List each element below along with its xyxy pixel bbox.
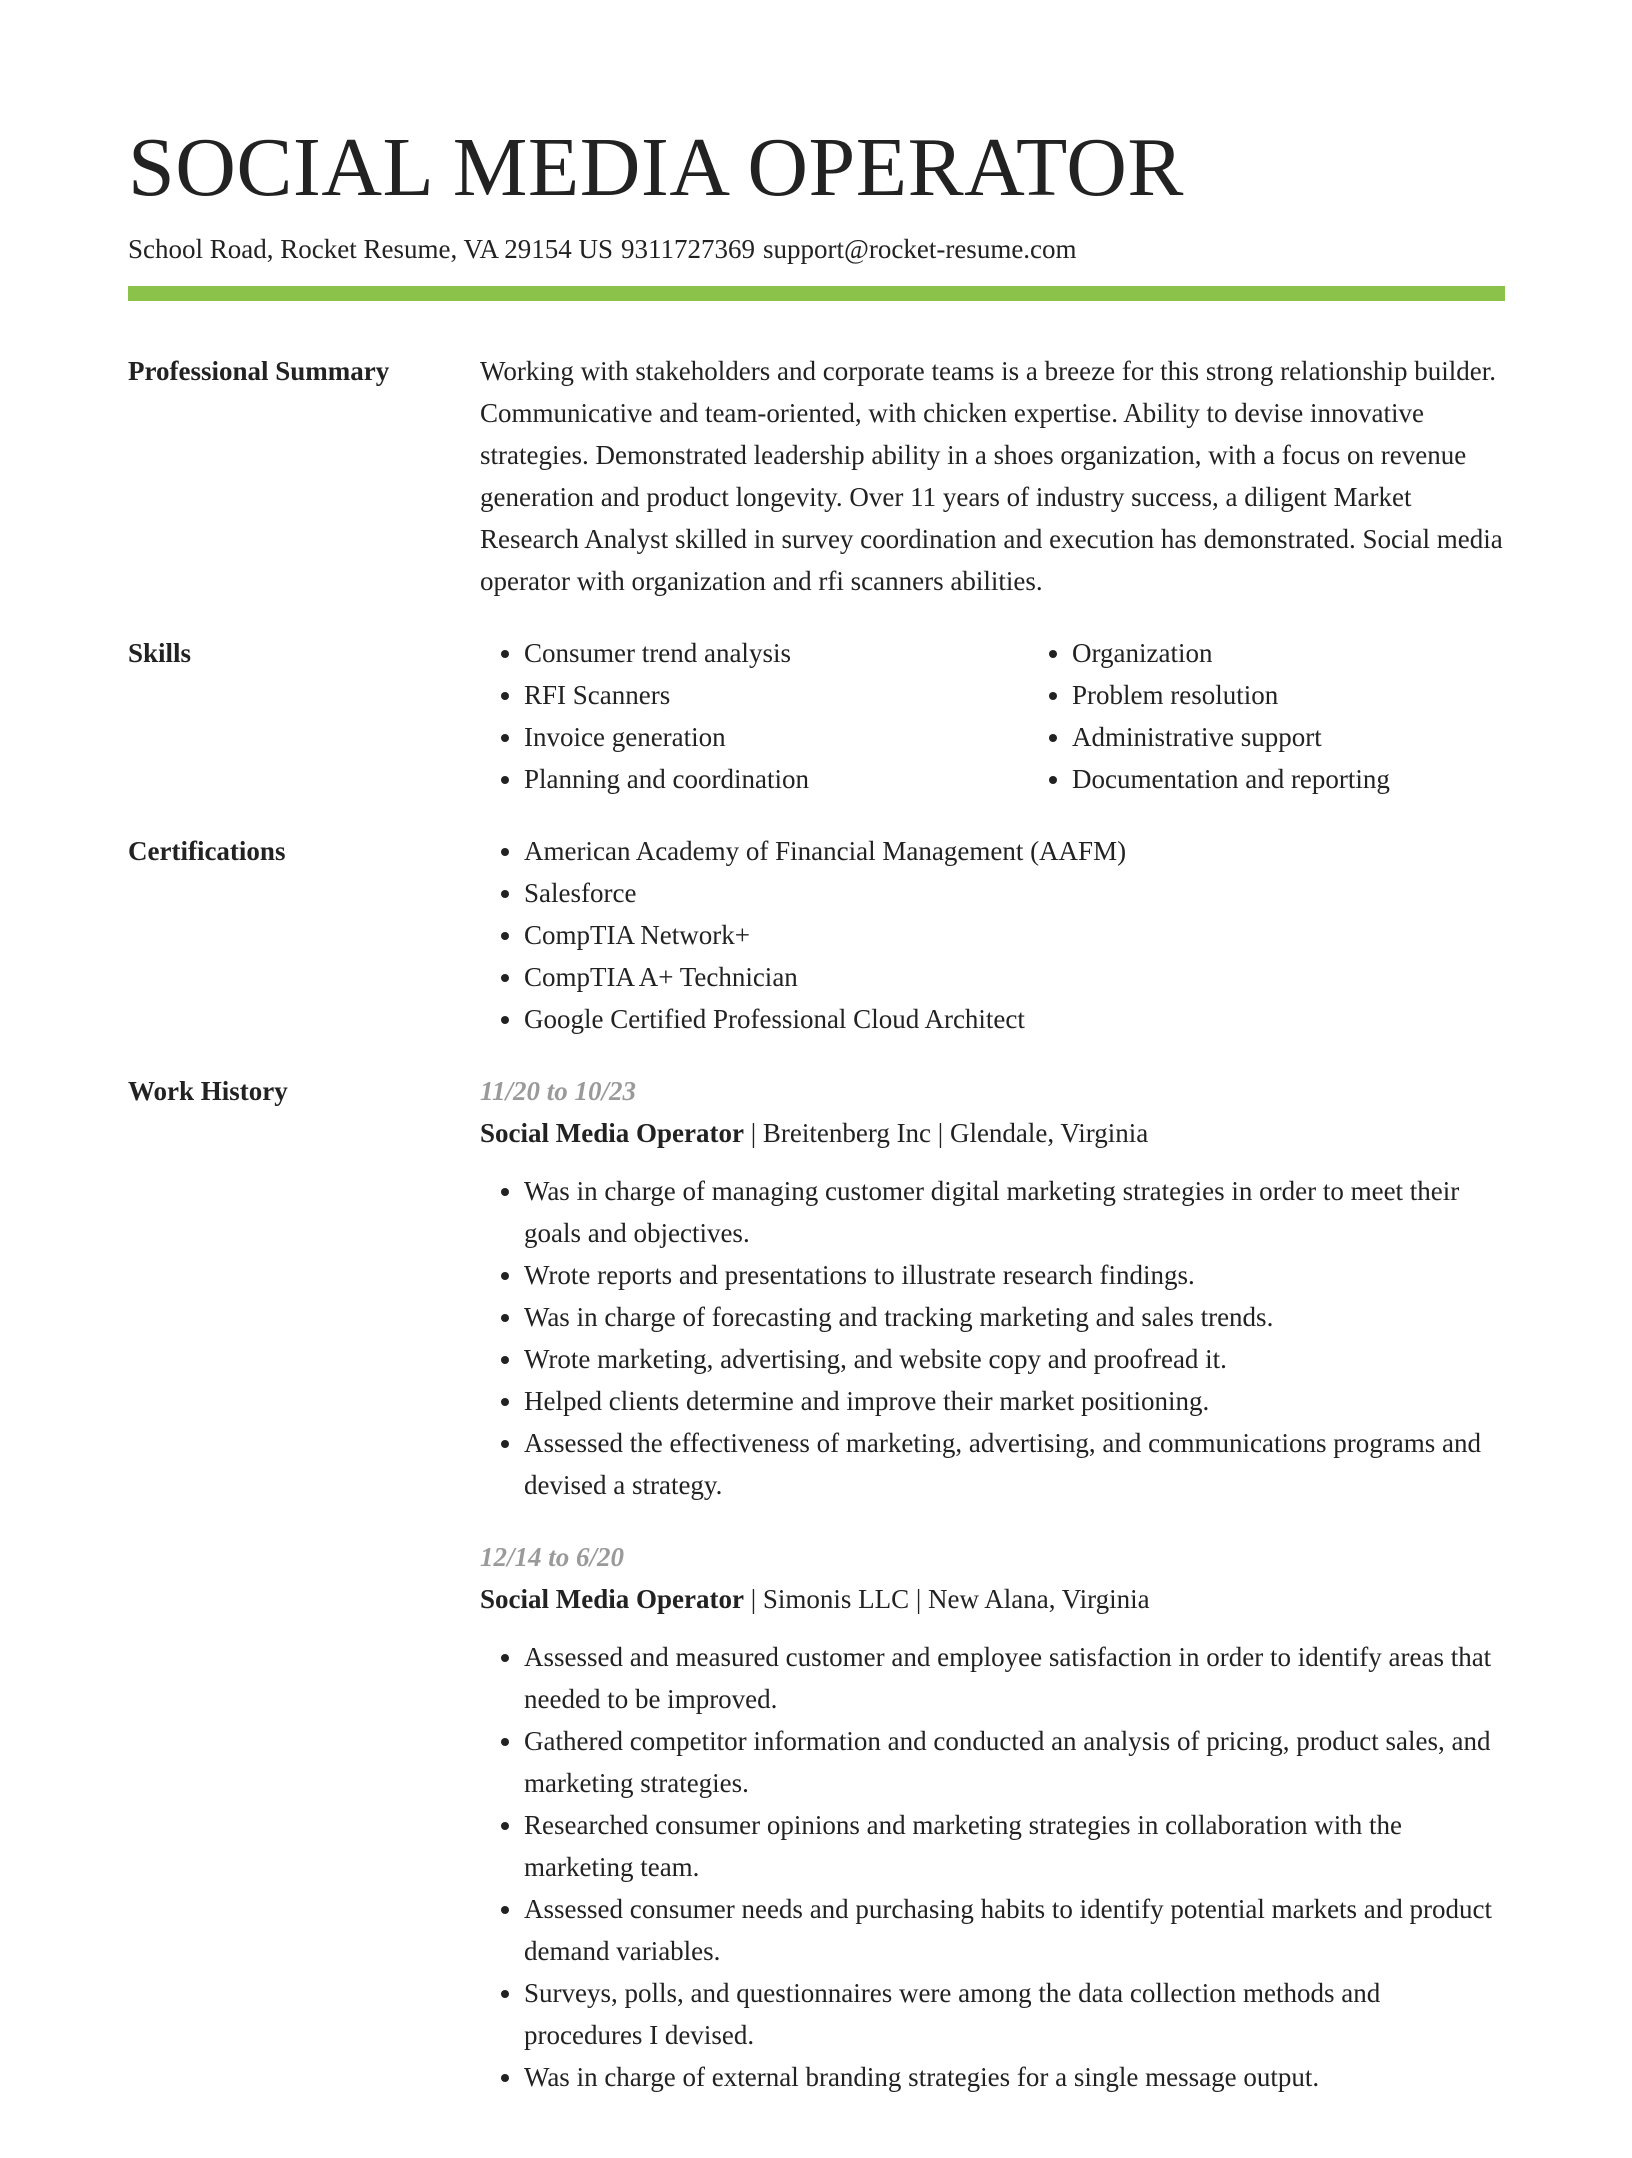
summary-section — [128, 350, 1505, 602]
job-bullet: • Surveys, polls, and questionnaires were among the data collection methods and procedures I devised. — [524, 1972, 1505, 2056]
job-bullet: • Researched consumer opinions and marketing strategies in collaboration with the marketing team. — [524, 1804, 1505, 1888]
accent-divider — [128, 286, 1505, 301]
job-bullet: • Was in charge of external branding strategies for a single message output. — [524, 2056, 1505, 2098]
skills-list — [480, 632, 1576, 800]
job-title: Social Media Operator — [480, 1584, 744, 1614]
job-bullet: • Wrote reports and presentations to illustrate research findings. — [524, 1254, 1505, 1296]
skill-item: • Planning and coordination — [524, 758, 1028, 800]
job-heading — [480, 1578, 1505, 1620]
job-bullet: • Assessed and measured customer and employee satisfaction in order to identify areas that needed to be improved. — [524, 1636, 1505, 1720]
certifications-section — [128, 830, 1505, 1040]
resume-title: SOCIAL MEDIA OPERATOR — [128, 121, 1184, 214]
certification-item: • CompTIA A+ Technician — [524, 956, 1505, 998]
skill-item: • RFI Scanners — [524, 674, 1028, 716]
certification-item: • American Academy of Financial Management (AAFM) — [524, 830, 1505, 872]
skill-item: • Documentation and reporting — [1072, 758, 1576, 800]
job-dates: 12/14 to 6/20 — [480, 1542, 625, 1572]
job-bullets — [480, 1636, 1505, 2098]
job-bullets — [480, 1170, 1505, 1506]
summary-text: Working with stakeholders and corporate teams is a breeze for this strong relationship builder. Communicative and team-oriented, with chicken expertise. Ability to devise innovative strategies. Demonstrated leadership ability in a shoes organization, with a focus on revenue generation and product longevity. Over 11 years of industry success, a diligent Market Research Analyst skilled in survey coordination and execution has demonstrated. Social media operator with organization and rfi scanners abilities. — [480, 356, 1503, 596]
contact-line — [128, 232, 1077, 266]
job-bullet: • Helped clients determine and improve their market positioning. — [524, 1380, 1505, 1422]
job-bullet: • Was in charge of forecasting and tracking marketing and sales trends. — [524, 1296, 1505, 1338]
certification-item: • Google Certified Professional Cloud Architect — [524, 998, 1505, 1040]
skills-column-right — [1028, 632, 1576, 800]
certification-item: • CompTIA Network+ — [524, 914, 1505, 956]
skill-item: • Problem resolution — [1072, 674, 1576, 716]
job-bullet: • Gathered competitor information and conducted an analysis of pricing, product sales, and marketing strategies. — [524, 1720, 1505, 1804]
work-history-heading: Work History — [128, 1076, 288, 1106]
job-details: | Simonis LLC | New Alana, Virginia — [743, 1584, 1150, 1614]
summary-heading: Professional Summary — [128, 356, 390, 386]
job-dates: 11/20 to 10/23 — [480, 1076, 637, 1106]
job-bullet: • Assessed consumer needs and purchasing habits to identify potential markets and product demand variables. — [524, 1888, 1505, 1972]
skill-item: • Consumer trend analysis — [524, 632, 1028, 674]
certifications-list — [480, 830, 1505, 1040]
contact-phone: 9311727369 — [621, 234, 756, 264]
skills-section — [128, 632, 1505, 800]
resume-content — [128, 350, 1505, 2158]
skill-item: • Organization — [1072, 632, 1576, 674]
job-bullet: • Was in charge of managing customer digital marketing strategies in order to meet their goals and objectives. — [524, 1170, 1505, 1254]
certifications-heading: Certifications — [128, 836, 286, 866]
job-heading — [480, 1112, 1505, 1154]
job-entry — [480, 1070, 1505, 1506]
contact-email: support@rocket-resume.com — [763, 234, 1077, 264]
skill-item: • Administrative support — [1072, 716, 1576, 758]
contact-address: School Road, Rocket Resume, VA 29154 US — [128, 234, 614, 264]
certification-item: • Salesforce — [524, 872, 1505, 914]
skill-item: • Invoice generation — [524, 716, 1028, 758]
job-bullet: • Assessed the effectiveness of marketing, advertising, and communications programs and devised a strategy. — [524, 1422, 1505, 1506]
work-history-section — [128, 1070, 1505, 2128]
job-entry — [480, 1536, 1505, 2098]
skills-column-left — [480, 632, 1028, 800]
job-bullet: • Wrote marketing, advertising, and website copy and proofread it. — [524, 1338, 1505, 1380]
skills-heading: Skills — [128, 638, 192, 668]
job-title: Social Media Operator — [480, 1118, 744, 1148]
job-details: | Breitenberg Inc | Glendale, Virginia — [743, 1118, 1149, 1148]
